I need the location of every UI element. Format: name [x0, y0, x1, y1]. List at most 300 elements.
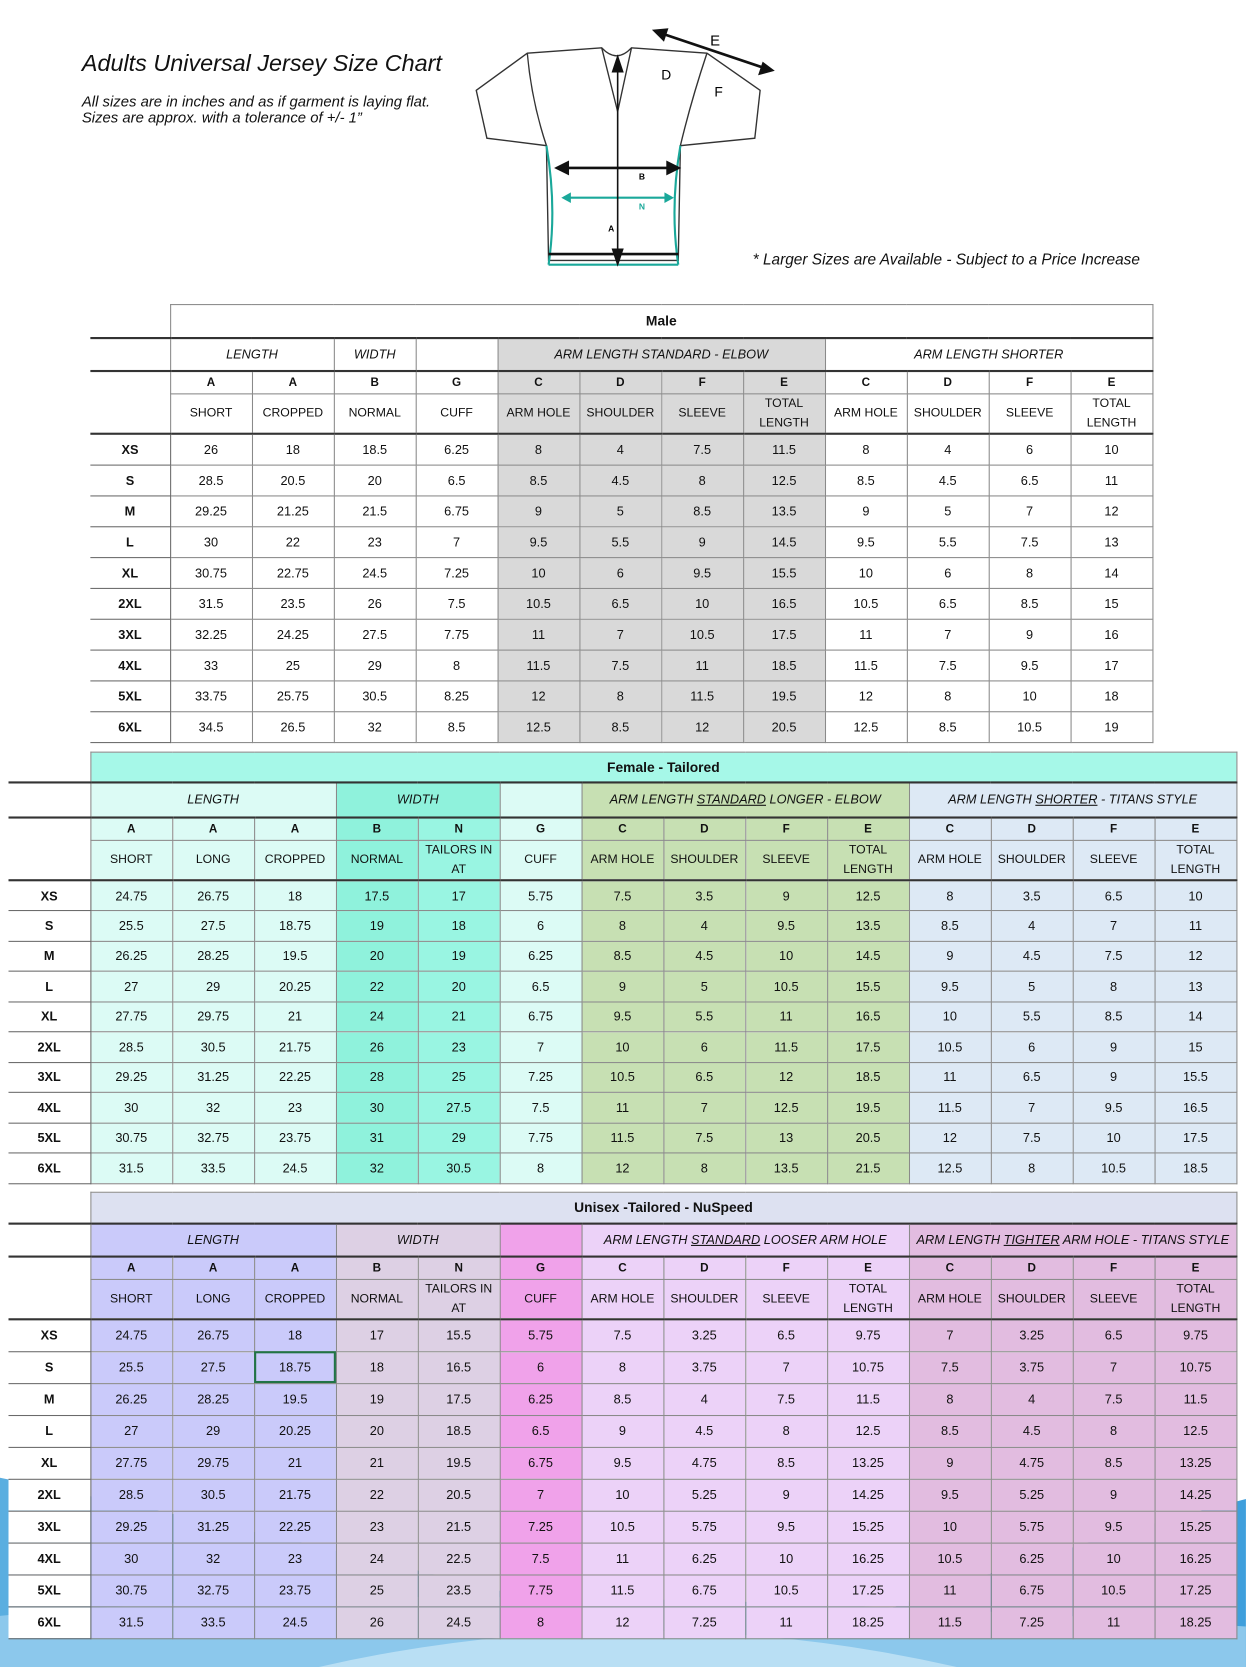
measurement-cell: 14.25 — [827, 1479, 909, 1511]
measurement-cell: 18 — [254, 880, 336, 910]
column-header: SLEEVE — [1073, 1279, 1155, 1319]
measurement-cell: 7 — [500, 1032, 582, 1062]
measure-letter: N — [418, 1256, 500, 1279]
measurement-cell: 20 — [336, 941, 418, 971]
measurement-cell: 6.5 — [1073, 880, 1155, 910]
measurement-cell: 27.5 — [172, 1351, 254, 1383]
measurement-cell: 7.5 — [582, 1319, 664, 1351]
measurement-cell: 8.5 — [909, 911, 991, 941]
measurement-cell: 28 — [336, 1062, 418, 1092]
measurement-cell: 8 — [663, 1153, 745, 1183]
size-label: 6XL — [9, 1153, 91, 1183]
measurement-cell: 4 — [907, 434, 989, 465]
column-header: NORMAL — [334, 394, 416, 434]
label-d: D — [661, 66, 672, 83]
size-row — [9, 941, 1237, 971]
measurement-cell: 7.5 — [989, 526, 1071, 557]
column-header: SHOULDER — [663, 840, 745, 880]
measurement-cell: 12.5 — [825, 711, 907, 742]
measure-letter: C — [825, 370, 907, 393]
measurement-cell: 10 — [989, 680, 1071, 711]
group-header: ARM LENGTH SHORTER — [825, 338, 1153, 371]
measurement-cell: 12.5 — [827, 1415, 909, 1447]
measurement-cell: 8 — [500, 1153, 582, 1183]
measurement-cell: 7 — [1073, 911, 1155, 941]
measurement-cell: 6.25 — [991, 1543, 1073, 1575]
group-header: ARM LENGTH SHORTER - TITANS STYLE — [909, 782, 1236, 817]
column-header: CUFF — [416, 394, 498, 434]
blank-corner — [9, 817, 91, 840]
measurement-cell: 28.25 — [172, 1383, 254, 1415]
measurement-cell: 9.5 — [745, 1511, 827, 1543]
measurement-cell: 8 — [991, 1153, 1073, 1183]
group-header: LENGTH — [170, 338, 334, 371]
measurement-cell: 30.75 — [90, 1123, 172, 1153]
measurement-cell: 8.5 — [498, 465, 580, 496]
measurement-cell: 29.75 — [172, 1447, 254, 1479]
measurement-cell: 9 — [989, 619, 1071, 650]
measurement-cell: 4.5 — [579, 465, 661, 496]
size-label: 2XL — [9, 1479, 91, 1511]
column-header: TOTAL LENGTH — [827, 1279, 909, 1319]
measurement-cell: 7 — [1073, 1351, 1155, 1383]
measurement-cell: 9 — [909, 1447, 991, 1479]
size-row — [9, 1383, 1237, 1415]
size-row — [9, 1415, 1237, 1447]
measurement-cell: 10 — [909, 1511, 991, 1543]
measurement-cell: 19 — [336, 1383, 418, 1415]
measurement-cell: 10 — [498, 557, 580, 588]
measurement-cell: 18.75 — [254, 1351, 336, 1383]
size-row — [9, 1001, 1237, 1031]
size-row — [9, 1479, 1237, 1511]
measurement-cell: 8 — [909, 880, 991, 910]
measurement-cell: 5.75 — [500, 880, 582, 910]
size-label: 2XL — [9, 1032, 91, 1062]
blank-corner — [90, 394, 170, 434]
measure-letter: C — [909, 817, 991, 840]
measurement-cell: 16 — [1071, 619, 1153, 650]
column-header: ARM HOLE — [582, 840, 664, 880]
measurement-cell: 8.5 — [1073, 1447, 1155, 1479]
measurement-cell: 30 — [170, 526, 252, 557]
measurement-cell: 25 — [418, 1062, 500, 1092]
female-size-table — [9, 752, 1237, 1184]
measurement-cell: 6 — [991, 1032, 1073, 1062]
measurement-cell: 7 — [989, 495, 1071, 526]
size-row — [90, 557, 1152, 588]
measurement-cell: 28.5 — [90, 1032, 172, 1062]
size-row — [9, 1574, 1237, 1606]
column-header: TOTAL LENGTH — [1155, 840, 1237, 880]
size-row — [9, 1062, 1237, 1092]
measurement-cell: 7.75 — [500, 1574, 582, 1606]
measurement-cell: 7.75 — [500, 1123, 582, 1153]
measurement-cell: 3.5 — [663, 880, 745, 910]
measurement-cell: 32.75 — [172, 1574, 254, 1606]
measurement-cell: 6 — [500, 1351, 582, 1383]
measurement-cell: 33.75 — [170, 680, 252, 711]
measurement-cell: 9 — [661, 526, 743, 557]
measurement-cell: 7.5 — [582, 880, 664, 910]
measurement-cell: 18.5 — [1155, 1153, 1237, 1183]
measurement-cell: 24.5 — [418, 1606, 500, 1638]
measurement-cell: 25.5 — [90, 1351, 172, 1383]
measurement-cell: 13 — [1071, 526, 1153, 557]
measurement-cell: 3.25 — [663, 1319, 745, 1351]
measurement-cell: 20.5 — [418, 1479, 500, 1511]
measurement-cell: 10 — [1071, 434, 1153, 465]
table-title: Unisex -Tailored - NuSpeed — [90, 1192, 1236, 1223]
measure-letter: A — [172, 817, 254, 840]
group-header: WIDTH — [336, 1223, 500, 1256]
measure-letter: B — [334, 370, 416, 393]
jersey-diagram — [468, 27, 787, 282]
column-header: SHOULDER — [991, 1279, 1073, 1319]
measurement-cell: 10.5 — [498, 588, 580, 619]
size-label: 2XL — [90, 588, 170, 619]
size-row — [9, 971, 1237, 1001]
measurement-cell: 10 — [582, 1479, 664, 1511]
measurement-cell: 28.5 — [170, 465, 252, 496]
measure-letter: C — [498, 370, 580, 393]
measurement-cell: 7.5 — [1073, 1383, 1155, 1415]
measurement-cell: 11.5 — [909, 1092, 991, 1122]
measurement-cell: 7 — [991, 1092, 1073, 1122]
size-row — [9, 880, 1237, 910]
measurement-cell: 27.75 — [90, 1001, 172, 1031]
measurement-cell: 3.25 — [991, 1319, 1073, 1351]
label-a: A — [608, 223, 615, 234]
measurement-cell: 22 — [336, 1479, 418, 1511]
measurement-cell: 12 — [1071, 495, 1153, 526]
measurement-cell: 34.5 — [170, 711, 252, 742]
measurement-cell: 6.25 — [416, 434, 498, 465]
measurement-cell: 7.25 — [416, 557, 498, 588]
measurement-cell: 16.5 — [1155, 1092, 1237, 1122]
measurement-cell: 4 — [663, 911, 745, 941]
group-header: ARM LENGTH STANDARD LONGER - ELBOW — [582, 782, 909, 817]
measurement-cell: 4.5 — [991, 941, 1073, 971]
measurement-cell: 29 — [418, 1123, 500, 1153]
measurement-cell: 17 — [418, 880, 500, 910]
measurement-cell: 10 — [1073, 1543, 1155, 1575]
measurement-cell: 24.75 — [90, 1319, 172, 1351]
measurement-cell: 10 — [1073, 1123, 1155, 1153]
measurement-cell: 26.75 — [172, 880, 254, 910]
measurement-cell: 12 — [745, 1062, 827, 1092]
size-row — [90, 495, 1152, 526]
measurement-cell: 17.5 — [1155, 1123, 1237, 1153]
measurement-cell: 7 — [500, 1479, 582, 1511]
measurement-cell: 9 — [582, 971, 664, 1001]
measurement-cell: 32 — [334, 711, 416, 742]
measure-letter: F — [1073, 1256, 1155, 1279]
measurement-cell: 15.5 — [743, 557, 825, 588]
measurement-cell: 10 — [909, 1001, 991, 1031]
measurement-cell: 7.5 — [416, 588, 498, 619]
measurement-cell: 18.5 — [418, 1415, 500, 1447]
measurement-cell: 31.25 — [172, 1062, 254, 1092]
group-header: LENGTH — [90, 1223, 336, 1256]
measure-letter: A — [254, 1256, 336, 1279]
measurement-cell: 29 — [172, 1415, 254, 1447]
measurement-cell: 3.75 — [663, 1351, 745, 1383]
measurement-cell: 10.5 — [1073, 1153, 1155, 1183]
column-header: TOTAL LENGTH — [1071, 394, 1153, 434]
measurement-cell: 26.5 — [252, 711, 334, 742]
size-label: XL — [9, 1001, 91, 1031]
measurement-note: All sizes are in inches and as if garment is laying flat. — [81, 92, 431, 110]
measure-letter: A — [254, 817, 336, 840]
measurement-cell: 10 — [825, 557, 907, 588]
measurement-cell: 8.5 — [582, 941, 664, 971]
measurement-cell: 17 — [336, 1319, 418, 1351]
measurement-cell: 11 — [498, 619, 580, 650]
measure-letter: E — [827, 1256, 909, 1279]
measurement-cell: 19.5 — [827, 1092, 909, 1122]
column-header: CUFF — [500, 840, 582, 880]
group-header — [500, 782, 582, 817]
measurement-cell: 20.5 — [252, 465, 334, 496]
column-header: SHOULDER — [579, 394, 661, 434]
blank-corner — [90, 370, 170, 393]
measurement-cell: 8 — [498, 434, 580, 465]
measurement-cell: 5 — [663, 971, 745, 1001]
column-header: SLEEVE — [745, 1279, 827, 1319]
measurement-cell: 11 — [1155, 911, 1237, 941]
measurement-cell: 29.25 — [90, 1062, 172, 1092]
measurement-cell: 18.25 — [1155, 1606, 1237, 1638]
measurement-cell: 11 — [661, 650, 743, 681]
measurement-cell: 10 — [745, 941, 827, 971]
measurement-cell: 5.5 — [991, 1001, 1073, 1031]
measure-letter: D — [579, 370, 661, 393]
measurement-cell: 4.75 — [663, 1447, 745, 1479]
measure-letter: G — [500, 817, 582, 840]
measurement-cell: 9.5 — [909, 1479, 991, 1511]
measurement-cell: 12 — [909, 1123, 991, 1153]
column-header: ARM HOLE — [909, 840, 991, 880]
measurement-cell: 7 — [745, 1351, 827, 1383]
group-header-emphasis: SHORTER — [1035, 792, 1098, 807]
size-row — [90, 588, 1152, 619]
measurement-cell: 6.25 — [500, 1383, 582, 1415]
measurement-cell: 9 — [825, 495, 907, 526]
measurement-cell: 6.5 — [416, 465, 498, 496]
measurement-cell: 8 — [989, 557, 1071, 588]
measurement-cell: 26 — [336, 1032, 418, 1062]
measurement-cell: 5.25 — [991, 1479, 1073, 1511]
measurement-cell: 25 — [252, 650, 334, 681]
measurement-cell: 30.5 — [418, 1153, 500, 1183]
measurement-cell: 18.5 — [334, 434, 416, 465]
measurement-cell: 7.5 — [991, 1123, 1073, 1153]
measurement-cell: 24.25 — [252, 619, 334, 650]
measure-letter: A — [90, 817, 172, 840]
measurement-cell: 4.5 — [663, 941, 745, 971]
measurement-cell: 27 — [90, 971, 172, 1001]
measurement-cell: 10.5 — [582, 1511, 664, 1543]
size-label: 5XL — [9, 1123, 91, 1153]
measurement-cell: 8 — [500, 1606, 582, 1638]
measurement-cell: 9 — [745, 880, 827, 910]
measurement-cell: 26.75 — [172, 1319, 254, 1351]
blank-corner — [9, 840, 91, 880]
measurement-cell: 5.5 — [579, 526, 661, 557]
size-label: XS — [9, 880, 91, 910]
measurement-cell: 10.5 — [661, 619, 743, 650]
measure-letter: F — [1073, 817, 1155, 840]
measurement-cell: 21.5 — [827, 1153, 909, 1183]
measurement-cell: 14 — [1155, 1001, 1237, 1031]
measure-letter: E — [827, 817, 909, 840]
measurement-cell: 18.5 — [827, 1062, 909, 1092]
measurement-cell: 33.5 — [172, 1606, 254, 1638]
measurement-cell: 32 — [336, 1153, 418, 1183]
measurement-cell: 6.5 — [991, 1062, 1073, 1092]
measure-letter: E — [1071, 370, 1153, 393]
column-header: SHOULDER — [663, 1279, 745, 1319]
measurement-cell: 10 — [745, 1543, 827, 1575]
measurement-cell: 11 — [1073, 1606, 1155, 1638]
measurement-cell: 9.5 — [1073, 1092, 1155, 1122]
measurement-cell: 6 — [989, 434, 1071, 465]
size-row — [90, 711, 1152, 742]
group-header: ARM LENGTH TIGHTER ARM HOLE - TITANS STYLE — [909, 1223, 1237, 1256]
measurement-cell: 4 — [991, 1383, 1073, 1415]
measurement-cell: 12.5 — [1155, 1415, 1237, 1447]
measurement-cell: 10.75 — [827, 1351, 909, 1383]
measurement-cell: 29 — [334, 650, 416, 681]
measurement-cell: 10.5 — [745, 1574, 827, 1606]
size-label: M — [9, 1383, 91, 1415]
measurement-cell: 10.5 — [1073, 1574, 1155, 1606]
measurement-cell: 5.75 — [500, 1319, 582, 1351]
measurement-cell: 24.5 — [254, 1606, 336, 1638]
measurement-cell: 11.5 — [743, 434, 825, 465]
measurement-cell: 18.5 — [743, 650, 825, 681]
measurement-cell: 13.5 — [743, 495, 825, 526]
measurement-cell: 8.5 — [907, 711, 989, 742]
measurement-cell: 30 — [90, 1092, 172, 1122]
measurement-cell: 7 — [579, 619, 661, 650]
measure-letter: D — [663, 817, 745, 840]
measurement-cell: 6 — [663, 1032, 745, 1062]
column-header: NORMAL — [336, 840, 418, 880]
size-row — [90, 650, 1152, 681]
column-header: SLEEVE — [989, 394, 1071, 434]
measurement-cell: 15 — [1071, 588, 1153, 619]
measurement-cell: 7.5 — [909, 1351, 991, 1383]
measurement-cell: 10.75 — [1155, 1351, 1237, 1383]
measurement-cell: 13.5 — [827, 911, 909, 941]
column-header: CROPPED — [254, 840, 336, 880]
measurement-cell: 30.75 — [90, 1574, 172, 1606]
measurement-cell: 11.5 — [661, 680, 743, 711]
measurement-cell: 6.75 — [991, 1574, 1073, 1606]
measurement-cell: 17.25 — [1155, 1574, 1237, 1606]
measure-letter: D — [991, 817, 1073, 840]
measurement-cell: 23.75 — [254, 1574, 336, 1606]
measurement-cell: 11.5 — [745, 1032, 827, 1062]
blank-corner — [9, 752, 91, 782]
label-e: E — [710, 33, 721, 50]
column-header: SHORT — [90, 840, 172, 880]
measurement-cell: 21 — [418, 1001, 500, 1031]
measurement-cell: 17.5 — [827, 1032, 909, 1062]
measurement-cell: 14 — [1071, 557, 1153, 588]
label-b: B — [638, 171, 646, 182]
size-label: 3XL — [90, 619, 170, 650]
measurement-cell: 5 — [579, 495, 661, 526]
blank-corner — [9, 782, 91, 817]
measurement-cell: 6.75 — [500, 1447, 582, 1479]
measurement-cell: 32 — [172, 1092, 254, 1122]
measurement-cell: 6.75 — [416, 495, 498, 526]
measurement-cell: 30 — [90, 1543, 172, 1575]
measurement-cell: 27.5 — [418, 1092, 500, 1122]
measurement-cell: 30.5 — [334, 680, 416, 711]
measure-letter: F — [745, 817, 827, 840]
measurement-cell: 6.25 — [663, 1543, 745, 1575]
measurement-cell: 23.5 — [252, 588, 334, 619]
measurement-cell: 4.5 — [991, 1415, 1073, 1447]
size-row — [9, 1123, 1237, 1153]
group-header: ARM LENGTH STANDARD - ELBOW — [498, 338, 825, 371]
measurement-cell: 11 — [909, 1574, 991, 1606]
measurement-cell: 23 — [418, 1032, 500, 1062]
measurement-cell: 11.5 — [1155, 1383, 1237, 1415]
measurement-cell: 4.5 — [663, 1415, 745, 1447]
measurement-cell: 12.5 — [909, 1153, 991, 1183]
size-label: 4XL — [9, 1092, 91, 1122]
measurement-cell: 7.5 — [579, 650, 661, 681]
measurement-cell: 9.5 — [909, 971, 991, 1001]
measurement-cell: 10.5 — [989, 711, 1071, 742]
measurement-cell: 18 — [1071, 680, 1153, 711]
size-row — [9, 1351, 1237, 1383]
measurement-cell: 11.5 — [909, 1606, 991, 1638]
group-header — [500, 1223, 582, 1256]
measurement-cell: 5 — [907, 495, 989, 526]
measurement-cell: 19 — [1071, 711, 1153, 742]
measurement-cell: 4 — [663, 1383, 745, 1415]
column-header: SLEEVE — [661, 394, 743, 434]
size-row — [90, 619, 1152, 650]
measurement-cell: 23 — [336, 1511, 418, 1543]
measure-letter: E — [1155, 1256, 1237, 1279]
measurement-cell: 8 — [661, 465, 743, 496]
size-row — [9, 1543, 1237, 1575]
measurement-cell: 6.5 — [500, 971, 582, 1001]
measure-letter: E — [1155, 817, 1237, 840]
size-label: 5XL — [9, 1574, 91, 1606]
measurement-cell: 27 — [90, 1415, 172, 1447]
size-label: XL — [9, 1447, 91, 1479]
measurement-cell: 7 — [663, 1092, 745, 1122]
measurement-cell: 7.25 — [663, 1606, 745, 1638]
measurement-cell: 7 — [416, 526, 498, 557]
column-header: CROPPED — [254, 1279, 336, 1319]
measurement-cell: 17 — [1071, 650, 1153, 681]
group-header: WIDTH — [336, 782, 500, 817]
column-header: LONG — [172, 1279, 254, 1319]
column-header: SLEEVE — [1073, 840, 1155, 880]
measurement-cell: 8 — [579, 680, 661, 711]
measurement-cell: 11 — [825, 619, 907, 650]
measurement-cell: 27.75 — [90, 1447, 172, 1479]
